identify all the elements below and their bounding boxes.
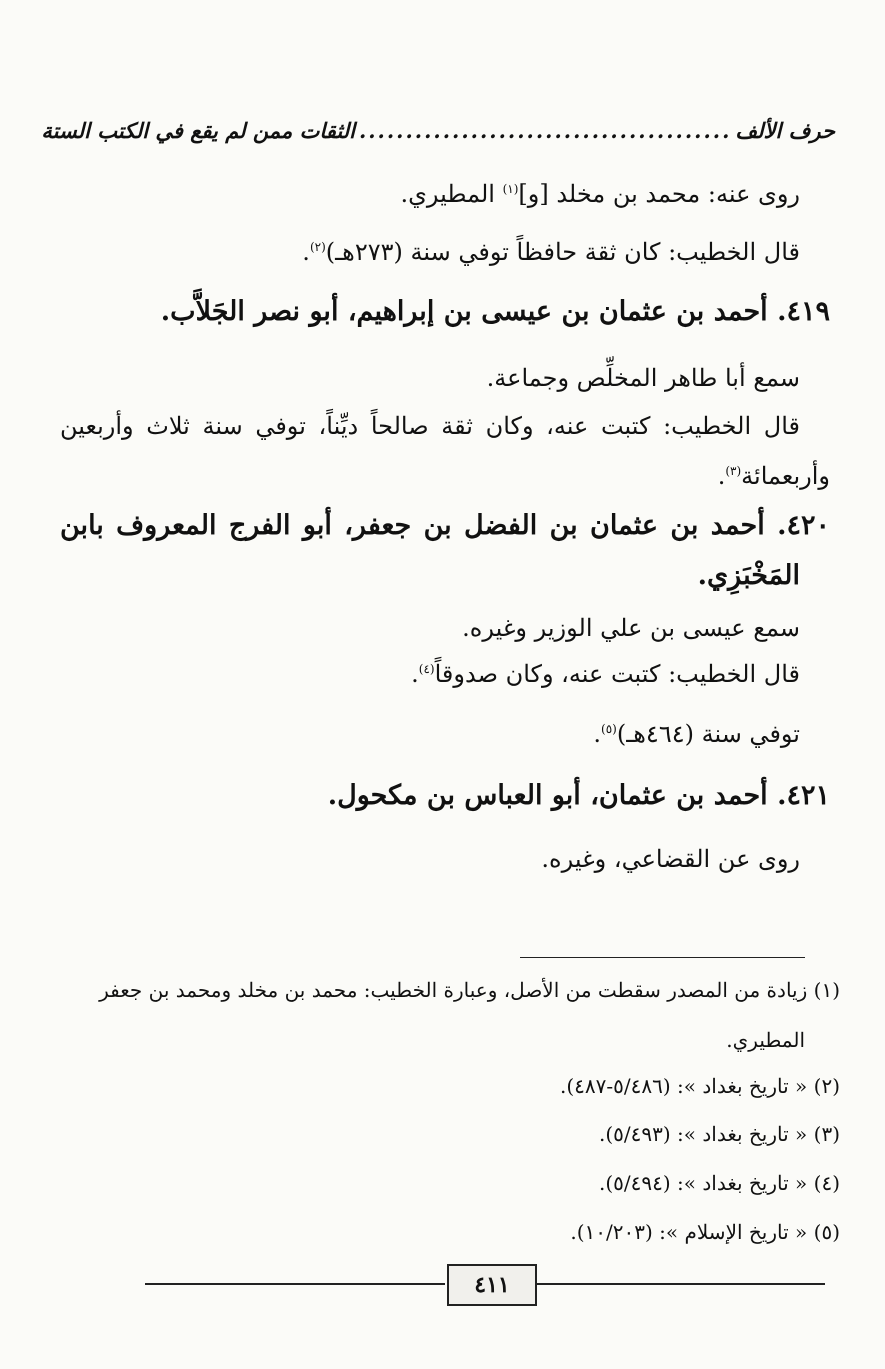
entry-title-421: ٤٢١. أحمد بن عثمان، أبو العباس بن مكحول.: [327, 780, 830, 811]
footnote-separator: [520, 957, 805, 958]
header-section: حرف الألف: [735, 118, 835, 143]
footnote-ref: (٥): [601, 722, 617, 736]
text-line: قال الخطيب: كتبت عنه، وكان ثقة صالحاً ديِّناً، توفي سنة ثلاث وأربعين: [60, 412, 800, 440]
text-line: توفي سنة (٤٦٤هـ)$^{(٥)}$.: [593, 720, 800, 748]
footnote-1-cont: المطيري.: [726, 1028, 805, 1052]
entry-title-419: ٤١٩. أحمد بن عثمان بن عيسى بن إبراهيم، أبو نصر الجَلاَّب.: [160, 296, 830, 327]
footnote-ref: (٣): [725, 464, 742, 478]
text-line: وأربعمائة$^{(٣)}$.: [717, 462, 830, 490]
footnote-ref: (٢): [309, 240, 326, 254]
text-line: سمع عيسى بن علي الوزير وغيره.: [462, 614, 800, 642]
header-title: الثقات ممن لم يقع في الكتب الستة: [41, 118, 355, 143]
bottom-rule-right: [525, 1283, 825, 1285]
text-line: قال الخطيب: كان ثقة حافظاً توفي سنة (٢٧٣هـ)$^{(٢)}$.: [302, 238, 800, 266]
entry-title-420: ٤٢٠. أحمد بن عثمان بن الفضل بن جعفر، أبو الفرج المعروف بابن: [60, 510, 830, 541]
running-header: [41, 118, 835, 143]
footnote-ref: (١): [502, 182, 519, 196]
text-line: سمع أبا طاهر المخلِّص وجماعة.: [486, 364, 800, 392]
header-dots: ........................................: [358, 118, 732, 143]
footnote-1: (١) زيادة من المصدر سقطت من الأصل، وعبارة الخطيب: محمد بن مخلد ومحمد بن جعفر: [99, 978, 840, 1002]
text-line: قال الخطيب: كتبت عنه، وكان صدوقاً$^{(٤)}$.: [411, 660, 800, 688]
footnote-3: (٣) « تاريخ بغداد »: (٥/٤٩٣).: [598, 1122, 840, 1146]
entry-title-420-cont: المَخْبَزِي.: [697, 560, 800, 591]
footnote-5: (٥) « تاريخ الإسلام »: (١٠/٢٠٣).: [570, 1220, 840, 1244]
footnote-ref: (٤): [418, 662, 435, 676]
bottom-rule-left: [145, 1283, 445, 1285]
text-line: روى عنه: محمد بن مخلد [و]$^{(١)}$ المطيري.: [400, 180, 800, 208]
footnote-4: (٤) « تاريخ بغداد »: (٥/٤٩٤).: [598, 1171, 840, 1195]
text-line: روى عن القضاعي، وغيره.: [541, 845, 800, 873]
page-number: ٤١١: [447, 1264, 537, 1306]
footnote-2: (٢) « تاريخ بغداد »: (٥/٤٨٦-٤٨٧).: [559, 1074, 840, 1098]
